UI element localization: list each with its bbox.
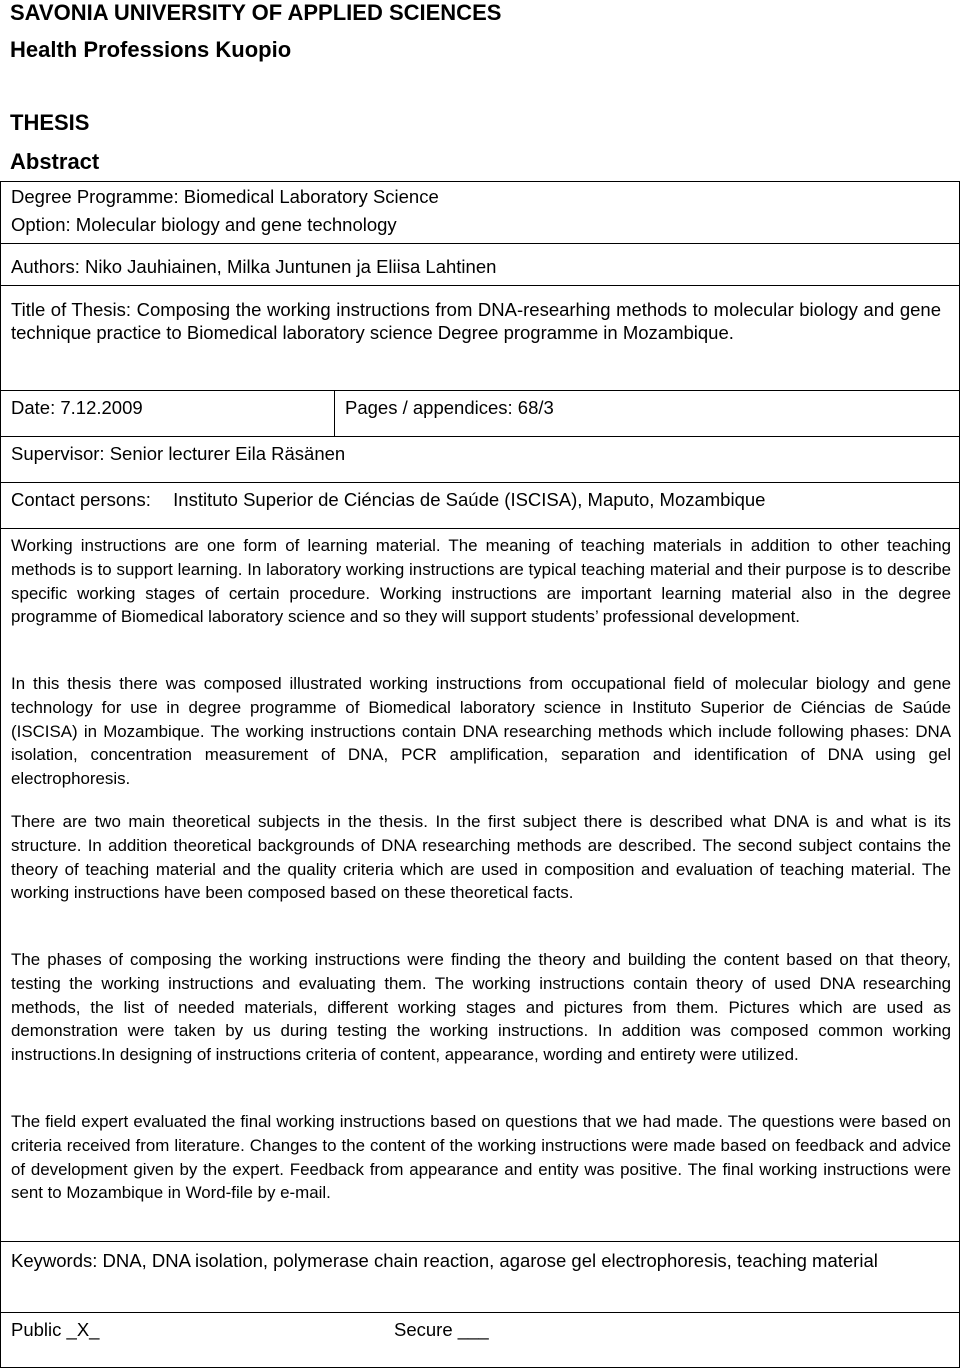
divider [1, 1312, 959, 1313]
authors: Authors: Niko Jauhiainen, Milka Juntunen ja Eliisa Lahtinen [11, 256, 497, 277]
secure-mark: Secure ___ [394, 1319, 489, 1340]
abstract-paragraph: The field expert evaluated the final working instructions based on questions that we had made. The questions were based on criteria received from literature. Changes to the content of the working instructions were made based on feedback and advice of development given by the expert. Feedback from appearance and entity was positive. The final working instructions were sent to Mozambique in Word-file by e-mail. [11, 1112, 951, 1203]
pages-appendices: Pages / appendices: 68/3 [345, 397, 554, 418]
abstract-paragraph: Working instructions are one form of learning material. The meaning of teaching materials in addition to other teaching methods is to support learning. In laboratory working instructions are typical teaching material and their purpose is to describe specific working stages of certain procedure. Working instructions are important learning material also in the degree programme of Biomedical laboratory science and so they will support students’ professional development. [11, 536, 951, 627]
supervisor: Supervisor: Senior lecturer Eila Räsänen [11, 443, 346, 464]
divider [1, 285, 959, 286]
divider [1, 528, 959, 529]
divider [334, 390, 335, 436]
abstract-paragraph: There are two main theoretical subjects in the thesis. In the first subject there is described what DNA is and what is its structure. In addition theoretical backgrounds of DNA researching methods are described. The second subject contains the theory of teaching material and the quality criteria which are used in composition and evaluation of teaching material. The working instructions have been composed based on these theoretical facts. [11, 812, 951, 903]
option: Option: Molecular biology and gene technology [11, 214, 397, 235]
date: Date: 7.12.2009 [11, 397, 143, 418]
institution-name: SAVONIA UNIVERSITY OF APPLIED SCIENCES [10, 0, 502, 25]
department-name: Health Professions Kuopio [10, 37, 292, 62]
abstract-paragraph: In this thesis there was composed illustrated working instructions from occupational field of molecular biology and gene technology for use in degree programme of Biomedical laboratory science in Instituto Superior de Ciéncias de Saúde (ISCISA) in Mozambique. The working instructions contain DNA researching methods which include following phases: DNA isolation, concentration measurement of DNA, PCR amplification, separation and identification of DNA using gel electrophoresis. [11, 674, 951, 789]
degree-programme: Degree Programme: Biomedical Laboratory Science [11, 186, 439, 207]
keywords: Keywords: DNA, DNA isolation, polymerase chain reaction, agarose gel electrophoresis, teaching material [11, 1250, 878, 1271]
divider [1, 243, 959, 244]
divider [1, 482, 959, 483]
divider [1, 390, 959, 391]
thesis-title: Title of Thesis: Composing the working instructions from DNA-researhing methods to molecular biology and gene technique practice to Biomedical laboratory science Degree programme in Mozambique. [11, 299, 941, 343]
contact-value: Instituto Superior de Ciéncias de Saúde (ISCISA), Maputo, Mozambique [173, 489, 766, 510]
divider [1, 436, 959, 437]
contact-label: Contact persons: [11, 489, 151, 510]
document-type: THESIS [10, 110, 90, 135]
abstract-form [0, 181, 960, 1368]
public-mark: Public _X_ [11, 1319, 100, 1340]
abstract-paragraph: The phases of composing the working instructions were finding the theory and building the content based on that theory, testing the working instructions and evaluating them. The working instructions contain theory of used DNA researching methods, the list of needed materials, different working stages and pictures from them. Pictures which are used as demonstration were taken by us during testing the working instructions. In addition was composed common working instructions.In designing of instructions criteria of content, appearance, wording and entirety were utilized. [11, 950, 951, 1065]
section-heading: Abstract [10, 149, 100, 174]
divider [1, 1241, 959, 1242]
contact-persons [11, 488, 765, 512]
